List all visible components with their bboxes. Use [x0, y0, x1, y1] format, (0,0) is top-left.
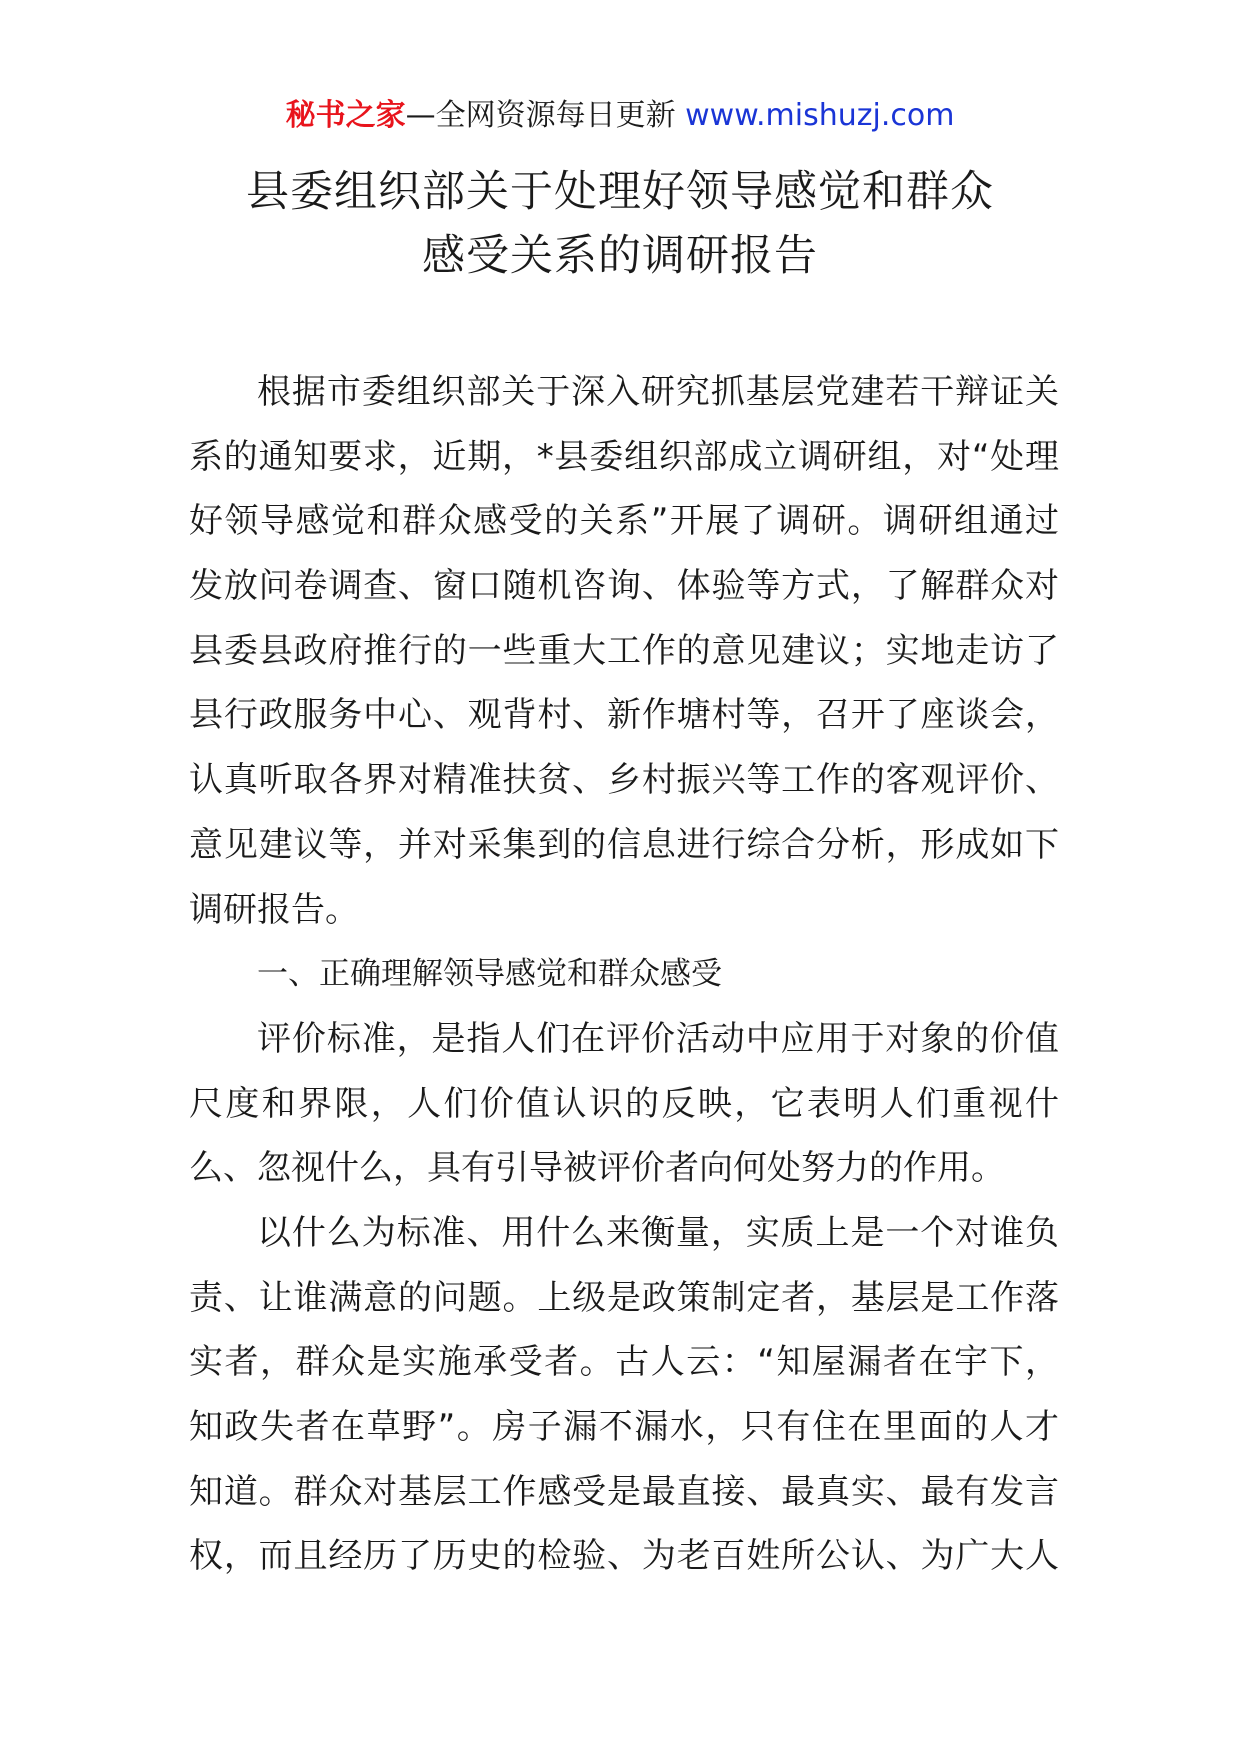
- paragraph-line: 评价标准，是指人们在评价活动中应用于对象的价值: [257, 1018, 1059, 1059]
- paragraph-line: 么、忽视什么，具有引导被评价者向何处努力的作用。: [189, 1148, 1005, 1189]
- brand-name: 秘书之家: [285, 98, 406, 133]
- site-url-link[interactable]: www.mishuzj.com: [685, 98, 955, 133]
- header-tagline: —全网资源每日更新: [405, 98, 676, 133]
- site-header: [0, 96, 1240, 136]
- document-body: [189, 360, 1059, 1589]
- paragraph-line: 意见建议等，并对采集到的信息进行综合分析，形成如下: [189, 824, 1059, 865]
- paragraph-line: 认真听取各界对精准扶贫、乡村振兴等工作的客观评价、: [189, 760, 1059, 801]
- section-heading: 一、正确理解领导感觉和群众感受: [257, 956, 722, 993]
- paragraph-line: 以什么为标准、用什么来衡量，实质上是一个对谁负: [257, 1212, 1059, 1253]
- paragraph-line: 县委县政府推行的一些重大工作的意见建议；实地走访了: [189, 630, 1059, 671]
- paragraph-line: 权，而且经历了历史的检验、为老百姓所公认、为广大人: [189, 1536, 1059, 1577]
- title-line-2: 感受关系的调研报告: [422, 231, 818, 281]
- document-title: [0, 160, 1240, 288]
- paragraph-line: 调研报告。: [189, 889, 359, 930]
- paragraph-line: 发放问卷调查、窗口随机咨询、体验等方式，了解群众对: [189, 566, 1059, 607]
- paragraph-line: 根据市委组织部关于深入研究抓基层党建若干辩证关: [257, 372, 1059, 412]
- paragraph-line: 系的通知要求，近期，*县委组织部成立调研组，对“处理: [189, 436, 1059, 477]
- paragraph-line: 县行政服务中心、观背村、新作塘村等，召开了座谈会，: [189, 695, 1059, 736]
- paragraph-line: 知政失者在草野”。房子漏不漏水，只有住在里面的人才: [189, 1407, 1059, 1447]
- paragraph-line: 实者，群众是实施承受者。古人云：“知屋漏者在宇下，: [189, 1342, 1059, 1383]
- paragraph-line: 责、让谁满意的问题。上级是政策制定者，基层是工作落: [189, 1277, 1059, 1318]
- paragraph-line: 知道。群众对基层工作感受是最直接、最真实、最有发言: [189, 1471, 1059, 1512]
- paragraph-line: 好领导感觉和群众感受的关系”开展了调研。调研组通过: [189, 501, 1059, 542]
- title-line-1: 县委组织部关于处理好领导感觉和群众: [246, 167, 994, 217]
- paragraph-line: 尺度和界限，人们价值认识的反映，它表明人们重视什: [189, 1083, 1059, 1124]
